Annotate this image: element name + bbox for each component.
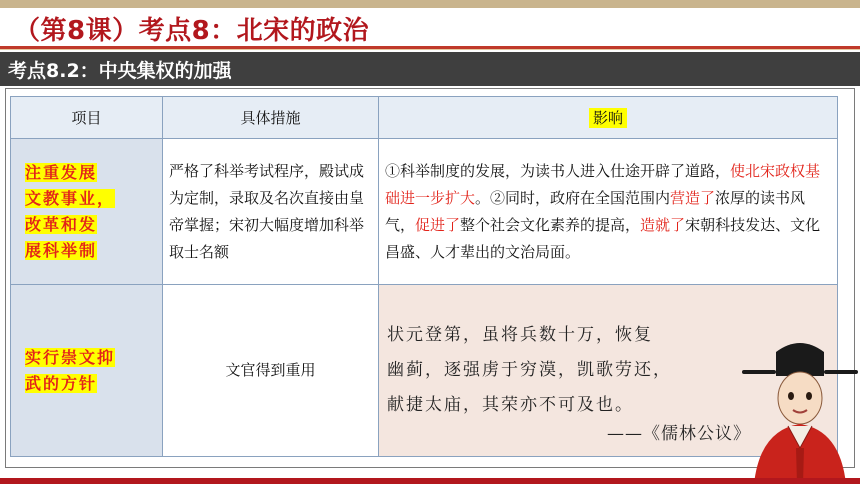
row1-measures: 严格了科举考试程序，殿试成为定制，录取及名次直接由皇帝掌握；宋初大幅度增加科举取士名额 (163, 139, 379, 285)
row2-item-line: 武的方针 (25, 373, 98, 393)
row1-impact (379, 139, 838, 285)
row2-measures: 文官得到重用 (163, 285, 379, 457)
impact-text: 整个社会文化素养的提高， (460, 215, 641, 234)
table-row (11, 139, 838, 285)
row2-item-line: 实行崇文抑 (25, 347, 116, 367)
scholar-figure-illustration (740, 330, 860, 484)
impact-text: ①科举制度的发展，为读书人进入仕途开辟了道路， (385, 161, 731, 180)
quote-source: ——《儒林公议》 (607, 424, 751, 444)
quote-line: 状元登第，虽将兵数十万，恢复 (387, 325, 653, 345)
header-impact (379, 97, 838, 139)
table-header-row (11, 97, 838, 139)
impact-text: 浓厚的读书风气， (385, 188, 806, 234)
top-decor-bar (0, 0, 860, 8)
row2-item (11, 285, 163, 457)
header-item: 项目 (11, 97, 163, 139)
row1-item-line: 展科举制 (25, 240, 98, 260)
row1-item (11, 139, 163, 285)
row1-item-line: 改革和发 (25, 214, 98, 234)
slide-title: （第8课）考点8：北宋的政治 (14, 16, 370, 46)
row1-item-line: 文教事业， (25, 188, 116, 208)
impact-text: 。②同时，政府在全国范围内 (475, 188, 671, 207)
row1-item-line: 注重发展 (25, 162, 98, 182)
title-divider (0, 46, 860, 50)
impact-emphasis: 使北宋政权基础进一步扩大 (385, 161, 821, 207)
impact-text: 宋朝科技发达、文化昌盛、人才辈出的文治局面。 (385, 215, 821, 261)
impact-emphasis: 促进了 (415, 215, 461, 234)
slide-subtitle: 考点8.2：中央集权的加强 (8, 60, 232, 82)
impact-emphasis: 营造了 (670, 188, 716, 207)
table-row (11, 285, 838, 457)
impact-emphasis: 造就了 (640, 215, 686, 234)
bottom-decor-line (0, 478, 860, 484)
header-impact-label: 影响 (589, 108, 627, 128)
quote-line: 幽蓟，逐强虏于穷漠，凯歌劳还， (387, 360, 672, 380)
quote-line: 献捷太庙，其荣亦不可及也。 (387, 395, 634, 415)
header-measures: 具体措施 (163, 97, 379, 139)
measures-table (10, 96, 838, 457)
